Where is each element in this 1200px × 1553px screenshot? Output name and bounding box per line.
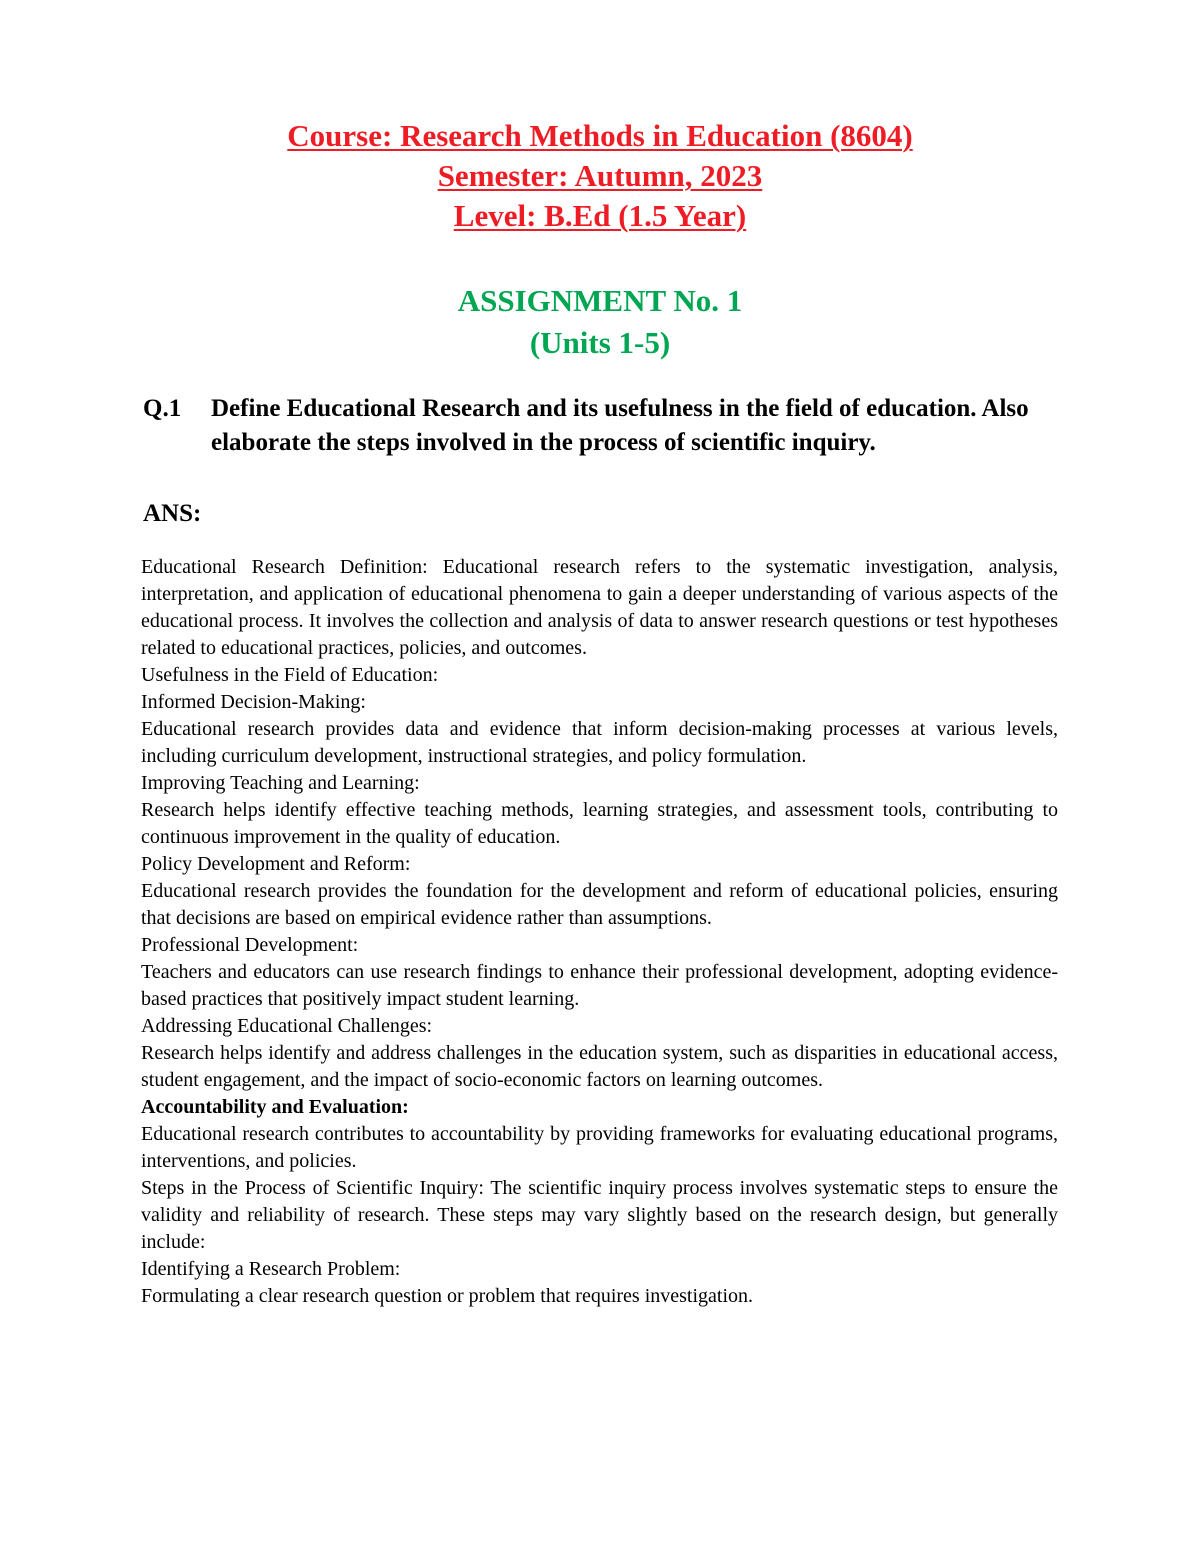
heading-research-problem: Identifying a Research Problem: bbox=[141, 1258, 401, 1280]
level-line: Level: B.Ed (1.5 Year) bbox=[453, 198, 747, 233]
assignment-heading bbox=[0, 280, 1200, 364]
course-header bbox=[0, 116, 1200, 236]
heading-professional-development: Professional Development: bbox=[141, 934, 359, 956]
assignment-title: ASSIGNMENT No. 1 bbox=[457, 283, 743, 318]
answer-body bbox=[141, 554, 1058, 1310]
paragraph-professional-development: Teachers and educators can use research findings to enhance their professional development, adopting evidence-based practices that positively impact student learning. bbox=[141, 961, 1058, 1010]
course-title: Course: Research Methods in Education (8604) bbox=[287, 118, 913, 153]
question-number: Q.1 bbox=[143, 395, 182, 422]
paragraph-definition: Educational Research Definition: Educational research refers to the systematic investigation, analysis, interpretation, and application of educational phenomena to gain a deeper understanding of various aspects of the educational process. It involves the collection and analysis of data to answer research questions or test hypotheses related to educational practices, policies, and outcomes. bbox=[141, 556, 1058, 659]
heading-improving-teaching: Improving Teaching and Learning: bbox=[141, 772, 420, 794]
paragraph-policy-development: Educational research provides the foundation for the development and reform of educational policies, ensuring that decisions are based on empirical evidence rather than assumptions. bbox=[141, 880, 1058, 929]
paragraph-scientific-inquiry: Steps in the Process of Scientific Inquiry: The scientific inquiry process involves systematic steps to ensure the validity and reliability of research. These steps may vary slightly based on the research design, but generally include: bbox=[141, 1177, 1058, 1253]
question-text: Define Educational Research and its usefulness in the field of education. Also elaborate the steps involved in the process of scientific inquiry. bbox=[211, 395, 1029, 456]
semester-line: Semester: Autumn, 2023 bbox=[437, 158, 763, 193]
paragraph-improving-teaching: Research helps identify effective teaching methods, learning strategies, and assessment tools, contributing to continuous improvement in the quality of education. bbox=[141, 799, 1058, 848]
heading-accountability: Accountability and Evaluation: bbox=[141, 1096, 409, 1118]
heading-policy-development: Policy Development and Reform: bbox=[141, 853, 411, 875]
paragraph-informed-decision-making: Educational research provides data and evidence that inform decision-making processes at various levels, including curriculum development, instructional strategies, and policy formulation. bbox=[141, 718, 1058, 767]
answer-label: ANS: bbox=[143, 500, 202, 527]
heading-informed-decision-making: Informed Decision-Making: bbox=[141, 691, 366, 713]
question-block bbox=[143, 392, 1043, 460]
paragraph-educational-challenges: Research helps identify and address challenges in the education system, such as disparities in educational access, student engagement, and the impact of socio-economic factors on learning outcomes. bbox=[141, 1042, 1058, 1091]
assignment-units: (Units 1-5) bbox=[529, 325, 671, 360]
paragraph-research-problem: Formulating a clear research question or problem that requires investigation. bbox=[141, 1285, 754, 1307]
heading-usefulness: Usefulness in the Field of Education: bbox=[141, 664, 439, 686]
paragraph-accountability: Educational research contributes to accountability by providing frameworks for evaluating educational programs, interventions, and policies. bbox=[141, 1123, 1058, 1172]
heading-educational-challenges: Addressing Educational Challenges: bbox=[141, 1015, 433, 1037]
